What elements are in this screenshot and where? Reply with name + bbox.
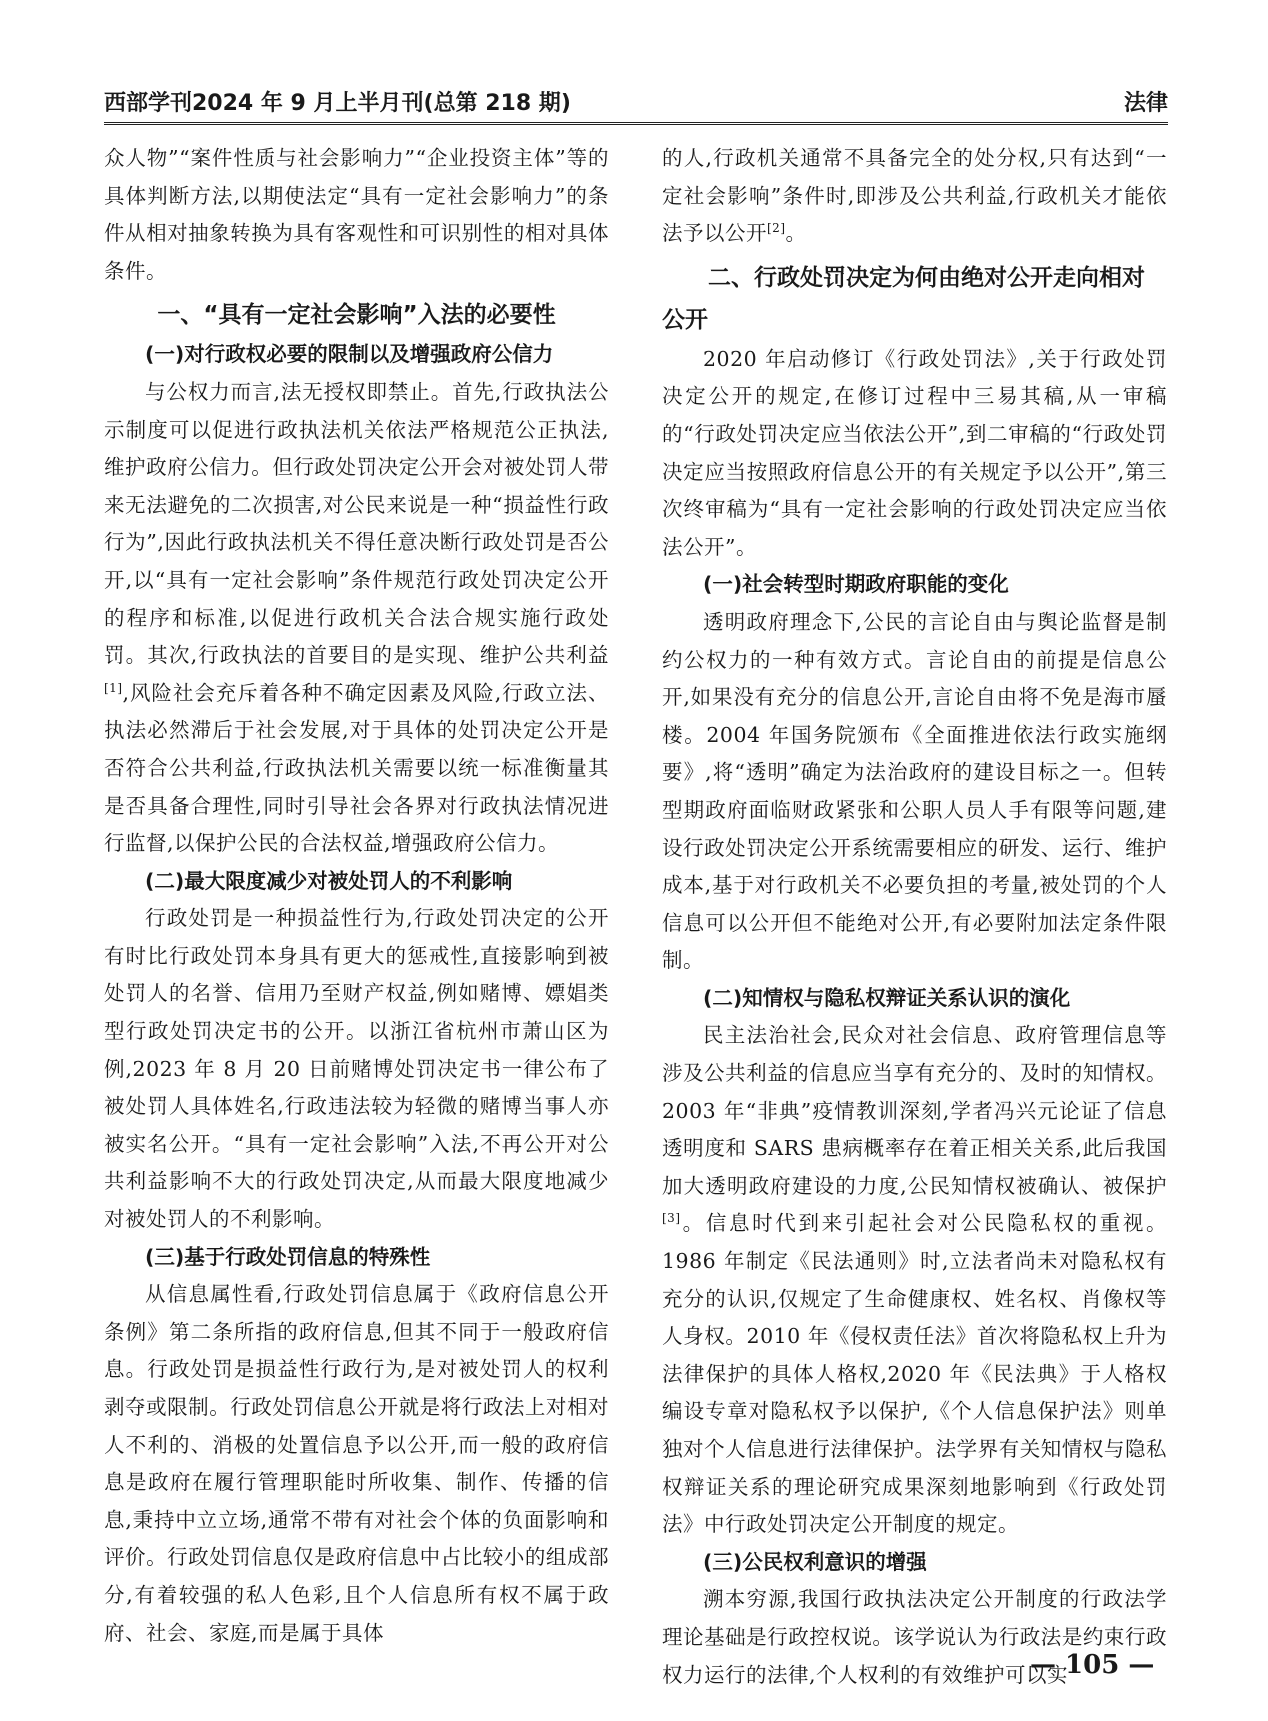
subsection-heading: (一)对行政权必要的限制以及增强政府公信力: [145, 342, 554, 367]
paragraph-text: 的人,行政机关通常不具备完全的处分权,只有达到“一定社会影响”条件时,即涉及公共利益,行政机关才能依法予以公开: [662, 146, 1167, 246]
page-number: — 105 —: [1030, 1650, 1155, 1680]
subsection-heading: (二)最大限度减少对被处罚人的不利影响: [145, 868, 513, 893]
section-label: 法律: [1123, 91, 1168, 116]
citation-ref: [2]: [767, 221, 786, 236]
paragraph-text: 。信息时代到来引起社会对公民隐私权的重视。1986 年制定《民法通则》时,立法者尚未对隐私权有充分的认识,仅规定了生命健康权、姓名权、肖像权等人身权。2010 年《侵权责任法》首次将隐私权上升为法律保护的具体人格权,2020 年《民法典》于人格权编设专章对隐私权予以保护,《个人信息保护法》则单独对个人信息进行法律保护。法学界有关知情权与隐私权辩证关系的理论研究成果深刻地影响到《行政处罚法》中行政处罚决定公开制度的规定。: [662, 1211, 1167, 1537]
citation-ref: [1]: [104, 680, 123, 695]
citation-ref: [3]: [662, 1211, 681, 1226]
running-header: [104, 86, 1168, 122]
subsection-heading: (三)公民权利意识的增强: [703, 1549, 927, 1574]
paragraph-text: 民主法治社会,民众对社会信息、政府管理信息等涉及公共利益的信息应当享有充分的、及时的知情权。2003 年“非典”疫情教训深刻,学者冯兴元论证了信息透明度和 SARS 患病概率存在着正相关关系,此后我国加大透明政府建设的力度,公民知情权被确认、被保护: [662, 1023, 1167, 1198]
paragraph: 从信息属性看,行政处罚信息属于《政府信息公开条例》第二条所指的政府信息,但其不同于一般政府信息。行政处罚是损益性行政行为,是对被处罚人的权利剥夺或限制。行政处罚信息公开就是将行政法上对相对人不利的、消极的处置信息予以公开,而一般的政府信息是政府在履行管理职能时所收集、制作、传播的信息,秉持中立立场,通常不带有对社会个体的负面影响和评价。行政处罚信息仅是政府信息中占比较小的组成部分,有着较强的私人色彩,且个人信息所有权不属于政府、社会、家庭,而是属于具体: [104, 1282, 609, 1645]
paragraph: 行政处罚是一种损益性行为,行政处罚决定的公开有时比行政处罚本身具有更大的惩戒性,直接影响到被处罚人的名誉、信用乃至财产权益,例如赌博、嫖娼类型行政处罚决定书的公开。以浙江省杭州市萧山区为例,2023 年 8 月 20 日前赌博处罚决定书一律公布了被处罚人具体姓名,行政违法较为轻微的赌博当事人亦被实名公开。“具有一定社会影响”入法,不再公开对公共利益影响不大的行政处罚决定,从而最大限度地减少对被处罚人的不利影响。: [104, 906, 609, 1232]
section-heading: 二、行政处罚决定为何由绝对公开走向相对公开: [662, 264, 1145, 333]
paragraph: [662, 140, 1167, 253]
subsection-heading: (二)知情权与隐私权辩证关系认识的演化: [703, 985, 1071, 1010]
header-rule: [104, 122, 1168, 125]
paragraph: 众人物”“案件性质与社会影响力”“企业投资主体”等的具体判断方法,以期使法定“具有一定社会影响力”的条件从相对抽象转换为具有客观性和可识别性的相对具体条件。: [104, 146, 609, 283]
paragraph: 溯本穷源,我国行政执法决定公开制度的行政法学理论基础是行政控权说。该学说认为行政法是约束行政权力运行的法律,个人权利的有效维护可以实: [662, 1587, 1167, 1687]
section-heading: 一、“具有一定社会影响”入法的必要性: [157, 302, 556, 329]
paragraph: [662, 1017, 1167, 1543]
paragraph: 2020 年启动修订《行政处罚法》,关于行政处罚决定公开的规定,在修订过程中三易其稿,从一审稿的“行政处罚决定应当依法公开”,到二审稿的“行政处罚决定应当按照政府信息公开的有关规定予以公开”,第三次终审稿为“具有一定社会影响的行政处罚决定应当依法公开”。: [662, 346, 1167, 559]
paragraph: [104, 374, 609, 863]
left-column: [104, 140, 609, 1645]
subsection-heading: (三)基于行政处罚信息的特殊性: [145, 1244, 431, 1269]
paragraph-text: 。: [785, 221, 807, 246]
journal-title: 西部学刊2024 年 9 月上半月刊(总第 218 期): [104, 91, 571, 116]
paragraph: 透明政府理念下,公民的言论自由与舆论监督是制约公权力的一种有效方式。言论自由的前提是信息公开,如果没有充分的信息公开,言论自由将不免是海市蜃楼。2004 年国务院颁布《全面推进依法行政实施纲要》,将“透明”确定为法治政府的建设目标之一。但转型期政府面临财政紧张和公职人员人手有限等问题,建设行政处罚决定公开系统需要相应的研发、运行、维护成本,基于对行政机关不必要负担的考量,被处罚的个人信息可以公开但不能绝对公开,有必要附加法定条件限制。: [662, 609, 1167, 973]
paragraph-text: ,风险社会充斥着各种不确定因素及风险,行政立法、执法必然滞后于社会发展,对于具体的处罚决定公开是否符合公共利益,行政执法机关需要以统一标准衡量其是否具备合理性,同时引导社会各界对行政执法情况进行监督,以保护公民的合法权益,增强政府公信力。: [104, 680, 609, 856]
subsection-heading: (一)社会转型时期政府职能的变化: [703, 572, 1009, 597]
paragraph-text: 与公权力而言,法无授权即禁止。首先,行政执法公示制度可以促进行政执法机关依法严格规范公正执法,维护政府公信力。但行政处罚决定公开会对被处罚人带来无法避免的二次损害,对公民来说是一种“损益性行政行为”,因此行政执法机关不得任意决断行政处罚是否公开,以“具有一定社会影响”条件规范行政处罚决定公开的程序和标准,以促进行政机关合法合规实施行政处罚。其次,行政执法的首要目的是实现、维护公共利益: [104, 379, 609, 668]
